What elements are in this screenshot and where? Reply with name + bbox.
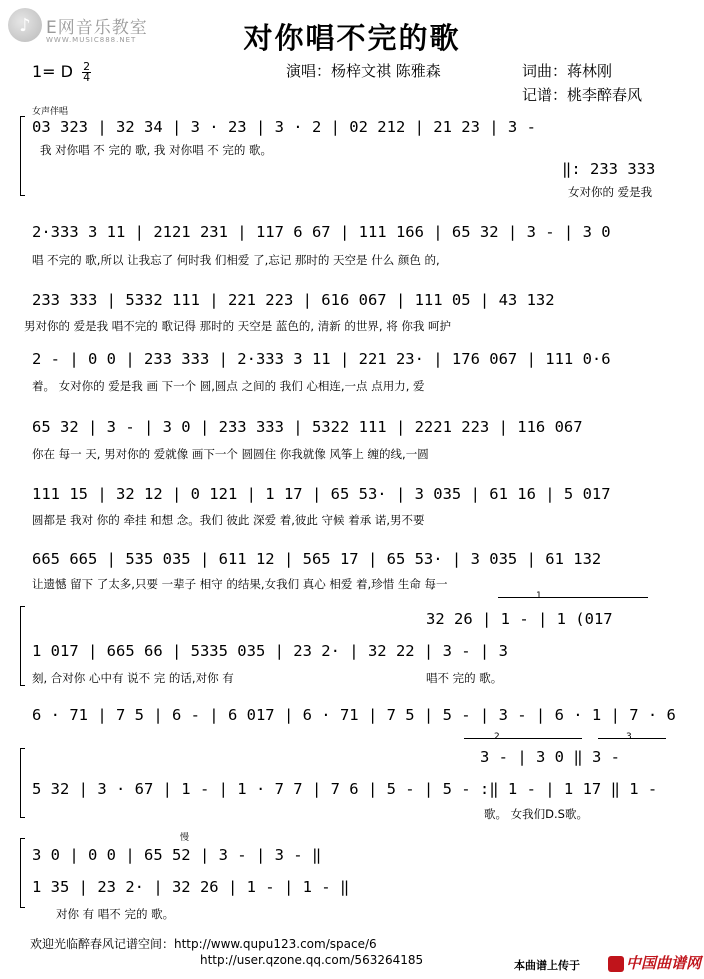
key-signature bbox=[32, 62, 91, 83]
lyric-row: 歌。 女我们D.S歌。 bbox=[484, 807, 588, 821]
notation-row: 5 32 | 3 · 67 | 1 - | 1 · 7 7 | 7 6 | 5 - | 5 - :‖ 1 - | 1 17 ‖ 1 - bbox=[32, 780, 658, 798]
time-top: 2 bbox=[83, 60, 91, 73]
singer-credit: 演唱：杨梓文祺 陈雅森 bbox=[286, 62, 441, 80]
notation-row: 233 333 | 5332 111 | 221 223 | 616 067 | 111 05 | 43 132 bbox=[32, 291, 555, 309]
volta-number: 2 bbox=[494, 732, 500, 742]
song-title: 对你唱不完的歌 bbox=[243, 21, 461, 55]
notation-row: 2·333 3 11 | 2121 231 | 117 6 67 | 111 166 | 65 32 | 3 - | 3 0 bbox=[32, 223, 611, 241]
lyric-row: 圆都是 我对 你的 牵挂 和想 念。我们 彼此 深爱 着,彼此 守候 着承 诺,男不要 bbox=[32, 513, 425, 527]
upload-label: 本曲谱上传于 bbox=[514, 959, 580, 972]
volta-number: 3 bbox=[626, 732, 632, 742]
volta-bracket bbox=[498, 597, 648, 598]
volta-bracket bbox=[598, 738, 666, 739]
brand-name: 中国曲谱网 bbox=[626, 954, 702, 972]
lyric-row: 唱 不完的 歌,所以 让我忘了 何时我 们相爱 了,忘记 那时的 天空是 什么 颜色 的, bbox=[32, 253, 440, 267]
notation-row: 111 15 | 32 12 | 0 121 | 1 17 | 65 53· | 3 035 | 61 16 | 5 017 bbox=[32, 485, 611, 503]
notation-row: 1 35 | 23 2· | 32 26 | 1 - | 1 - ‖ bbox=[32, 878, 350, 896]
volta-bracket bbox=[464, 738, 582, 739]
composer-credit: 词曲：蒋林刚 bbox=[522, 62, 613, 80]
notation-row: 1 017 | 665 66 | 5335 035 | 23 2· | 32 22 | 3 - | 3 bbox=[32, 642, 508, 660]
lyric-row: 你在 每一 天, 男对你的 爱就像 画下一个 圆圆住 你我就像 风筝上 缠的线,一圆 bbox=[32, 447, 429, 461]
notation-row: 3 - | 3 0 ‖ 3 - bbox=[480, 748, 620, 766]
footer-welcome: 欢迎光临醉春风记谱空间：http://www.qupu123.com/space/6 bbox=[30, 937, 377, 951]
music-note-icon: ♪ bbox=[8, 8, 42, 42]
time-signature bbox=[82, 62, 91, 83]
lyric-row: 对你 有 唱不 完的 歌。 bbox=[56, 907, 175, 921]
lyric-row: 让遗憾 留下 了太多,只要 一辈子 相守 的结果,女我们 真心 相爱 着,珍惜 生命 每一 bbox=[32, 577, 448, 591]
system-bracket bbox=[20, 116, 25, 196]
notation-row: 32 26 | 1 - | 1 (017 bbox=[426, 610, 613, 628]
notation-row: 6 · 71 | 7 5 | 6 - | 6 017 | 6 · 71 | 7 5 | 5 - | 3 - | 6 · 1 | 7 · 6 bbox=[32, 706, 676, 724]
key-tonic: 1= D bbox=[32, 62, 73, 81]
notation-row: ‖: 233 333 bbox=[562, 160, 656, 178]
notation-row: 2 - | 0 0 | 233 333 | 2·333 3 11 | 221 23· | 176 067 | 111 0·6 bbox=[32, 350, 611, 368]
lyric-row: 我 对你唱 不 完的 歌, 我 对你唱 不 完的 歌。 bbox=[40, 143, 273, 157]
section-label: 女声伴唱 bbox=[32, 107, 69, 117]
lyric-row: 刻, 合对你 心中有 说不 完 的话,对你 有 bbox=[32, 671, 234, 685]
notation-row: 03 323 | 32 34 | 3 · 23 | 3 · 2 | 02 212 | 21 23 | 3 - bbox=[32, 118, 536, 136]
brand-logo bbox=[608, 952, 701, 973]
watermark-name: E网音乐教室 bbox=[46, 17, 148, 38]
notation-row: 3 0 | 0 0 | 65 52 | 3 - | 3 - ‖ bbox=[32, 846, 322, 864]
brand-icon bbox=[608, 956, 624, 972]
lyric-row: 女对你的 爱是我 bbox=[568, 185, 653, 199]
volta-number: 1 bbox=[536, 591, 542, 601]
lyric-row: 唱不 完的 歌。 bbox=[426, 671, 503, 685]
lyric-row: 着。 女对你的 爱是我 画 下一个 圆,圆点 之间的 我们 心相连,一点 点用力, 爱 bbox=[32, 379, 425, 393]
lyric-row: 男对你的 爱是我 唱不完的 歌记得 那时的 天空是 蓝色的, 清新 的世界, 将 你我 呵护 bbox=[24, 319, 452, 333]
notation-row: 665 665 | 535 035 | 611 12 | 565 17 | 65 53· | 3 035 | 61 132 bbox=[32, 550, 602, 568]
transcriber-credit: 记谱：桃李醉春风 bbox=[522, 86, 643, 104]
system-bracket bbox=[20, 606, 25, 686]
time-bottom: 4 bbox=[83, 71, 91, 84]
tempo-mark: 慢 bbox=[180, 833, 190, 843]
footer-url: http://user.qzone.qq.com/563264185 bbox=[200, 953, 424, 967]
system-bracket bbox=[20, 748, 25, 818]
watermark-url: WWW.MUSIC888.NET bbox=[46, 36, 137, 44]
notation-row: 65 32 | 3 - | 3 0 | 233 333 | 5322 111 | 2221 223 | 116 067 bbox=[32, 418, 583, 436]
system-bracket bbox=[20, 838, 25, 908]
